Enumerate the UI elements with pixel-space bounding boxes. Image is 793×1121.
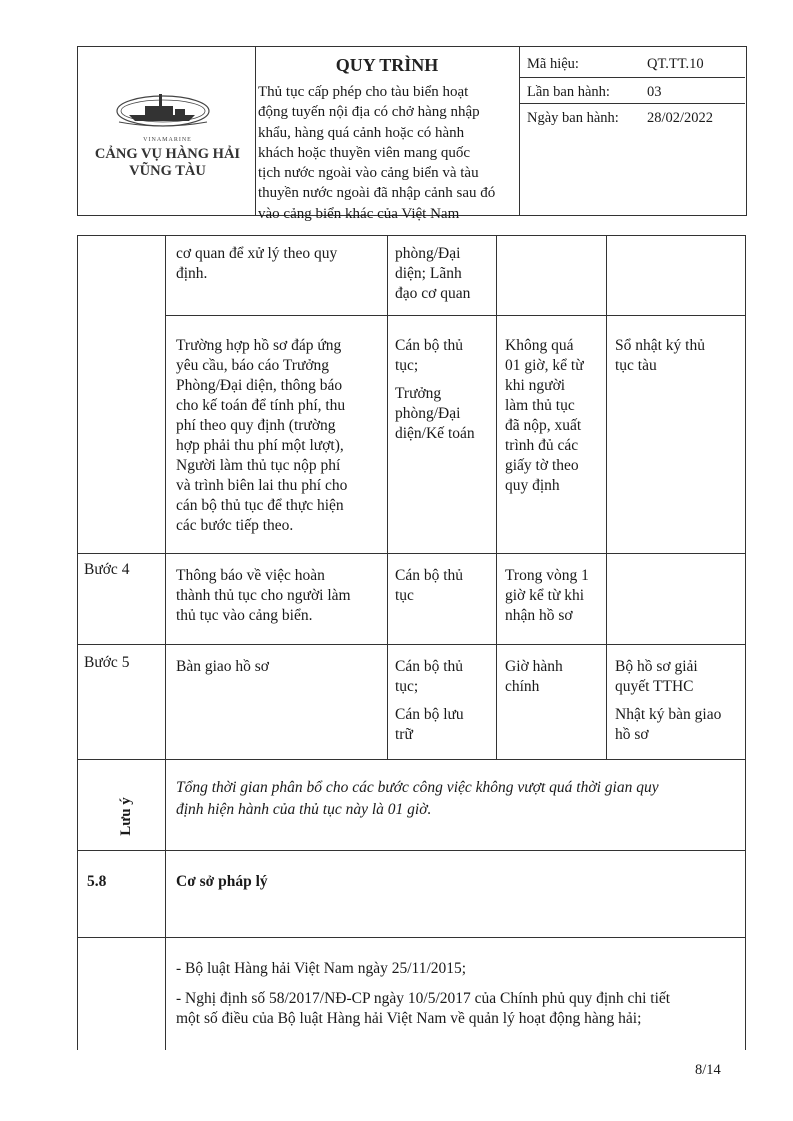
page-number: 8/14 [695, 1062, 721, 1078]
text-line: giờ kể từ khi [505, 587, 585, 604]
text-line: trữ [395, 726, 413, 743]
vinamarine-logo [115, 88, 211, 134]
legal-item [176, 989, 741, 1029]
text-line: Trưởng [395, 385, 442, 402]
step-responsible [395, 336, 491, 376]
description-line: khẩu, hàng quá cảnh hoặc có hành [258, 124, 465, 141]
text-line: - Nghị định số 58/2017/NĐ-CP ngày 10/5/2017 của Chính phủ quy định chi tiết [176, 990, 671, 1007]
text-line: cán bộ thủ tục để thực hiện [176, 497, 344, 514]
text-line: 01 giờ, kể từ [505, 357, 584, 374]
description-line: vào cảng biển khác của Việt Nam [258, 205, 460, 222]
note-label: Lưu ý [117, 797, 134, 836]
text-line: và trình biên lai thu phí cho [176, 477, 348, 494]
table-border [77, 937, 746, 938]
text-line: khi người [505, 377, 566, 394]
text-line: diện; Lãnh [395, 265, 462, 282]
text-line: Cán bộ thủ [395, 337, 464, 354]
text-line: quyết TTHC [615, 678, 694, 695]
text-line: Bộ hồ sơ giải [615, 658, 698, 675]
description-line: tịch nước ngoài vào cảng biển và tàu [258, 165, 479, 182]
text-line: cho kế toán để tính phí, thu [176, 397, 346, 414]
description-line: thuyền nước ngoài đã nhập cảnh sau đó [258, 185, 496, 202]
table-border [77, 553, 746, 554]
text-line: hồ sơ [615, 726, 649, 743]
table-border [387, 235, 388, 759]
text-line: phòng/Đại [395, 245, 461, 262]
table-border [745, 235, 746, 1050]
step-time [505, 336, 603, 496]
step-label: Bước 5 [84, 654, 130, 671]
text-line: Cán bộ thủ [395, 567, 464, 584]
text-line: cơ quan để xử lý theo quy [176, 245, 338, 262]
step-record [615, 657, 740, 697]
text-line: Trường hợp hồ sơ đáp ứng [176, 337, 342, 354]
text-line: làm thủ tục [505, 397, 575, 414]
table-border [77, 850, 746, 851]
text-line: Bàn giao hồ sơ [176, 658, 270, 675]
step-responsible [395, 566, 491, 606]
text-line: Cán bộ thủ [395, 658, 464, 675]
text-line: Người làm thủ tục nộp phí [176, 457, 341, 474]
meta-value: 28/02/2022 [647, 110, 714, 126]
note-text [176, 777, 741, 821]
legal-item: - Bộ luật Hàng hải Việt Nam ngày 25/11/2015; [176, 960, 467, 977]
meta-value: QT.TT.10 [647, 56, 704, 72]
description-line: Thủ tục cấp phép cho tàu biển hoạt [258, 84, 469, 100]
step-responsible [395, 384, 491, 444]
text-line: diện/Kế toán [395, 425, 475, 442]
text-line: một số điều của Bộ luật Hàng hải Việt Nam về quản lý hoạt động hàng hải; [176, 1010, 642, 1027]
text-line: Trong vòng 1 [505, 567, 589, 584]
text-line: định. [176, 265, 208, 282]
text-line: nhận hồ sơ [505, 607, 573, 624]
text-line: phí theo quy định (trường [176, 417, 336, 434]
text-line: Phòng/Đại diện, thông báo [176, 377, 343, 394]
document-title: QUY TRÌNH [335, 55, 439, 75]
text-line: các bước tiếp theo. [176, 517, 294, 534]
description-line: động tuyến nội địa có chở hàng nhập [258, 104, 480, 121]
step-responsible [395, 657, 491, 697]
step-content [176, 244, 378, 284]
logo-caption: VINAMARINE [143, 137, 192, 143]
text-line: tục; [395, 357, 419, 374]
table-border [606, 235, 607, 759]
text-line: thủ tục vào cảng biển. [176, 607, 313, 624]
table-border [77, 644, 746, 645]
section-title: Cơ sở pháp lý [176, 873, 268, 890]
text-line: Không quá [505, 337, 574, 354]
text-line: phòng/Đại [395, 405, 461, 422]
table-border [77, 235, 78, 1050]
text-line: Sổ nhật ký thủ [615, 337, 705, 354]
text-line: định hiện hành của thủ tục này là 01 giờ. [176, 801, 432, 818]
text-line: Thông báo về việc hoàn [176, 567, 325, 584]
step-time [505, 566, 603, 626]
org-line: VŨNG TÀU [129, 163, 206, 179]
meta-label: Lần ban hành: [527, 84, 610, 100]
meta-value: 03 [647, 84, 662, 100]
step-content [176, 566, 378, 626]
table-border [77, 759, 746, 760]
text-line: Giờ hành [505, 658, 563, 675]
text-line: hợp phải thu phí một lượt), [176, 437, 344, 454]
text-line: Tổng thời gian phân bổ cho các bước công việc không vượt quá thời gian quy [176, 779, 659, 796]
step-responsible [395, 705, 491, 745]
table-border [77, 235, 746, 236]
header-divider [519, 103, 745, 104]
header-divider [519, 46, 520, 215]
step-record [615, 336, 740, 376]
table-border [165, 315, 745, 316]
table-border [165, 759, 166, 1050]
step-time [505, 657, 603, 697]
section-number: 5.8 [87, 873, 107, 890]
text-line: yêu cầu, báo cáo Trưởng [176, 357, 330, 374]
table-border [496, 235, 497, 759]
text-line: chính [505, 678, 540, 695]
description-line: khách hoặc thuyền viên mang quốc [258, 144, 471, 161]
procedure-description [258, 82, 516, 224]
text-line: Cán bộ lưu [395, 706, 464, 723]
text-line: đạo cơ quan [395, 285, 471, 302]
text-line: giấy tờ theo [505, 457, 579, 474]
org-line: CẢNG VỤ HÀNG HẢI [94, 146, 241, 162]
header-divider [519, 77, 745, 78]
text-line: quy định [505, 477, 560, 494]
table-border [165, 235, 166, 759]
text-line: tục tàu [615, 357, 657, 374]
meta-label: Mã hiệu: [527, 56, 579, 72]
meta-label: Ngày ban hành: [527, 110, 619, 126]
text-line: thành thủ tục cho người làm [176, 587, 351, 604]
organization-name [80, 146, 255, 180]
text-line: tục; [395, 678, 419, 695]
step-record [615, 705, 740, 745]
text-line: tục [395, 587, 414, 604]
text-line: trình đủ các [505, 437, 579, 454]
step-content [176, 657, 378, 677]
step-content [176, 336, 378, 536]
text-line: đã nộp, xuất [505, 417, 582, 434]
text-line: Nhật ký bàn giao [615, 706, 722, 723]
step-responsible [395, 244, 491, 304]
header-divider [255, 46, 256, 215]
step-label: Bước 4 [84, 561, 130, 578]
